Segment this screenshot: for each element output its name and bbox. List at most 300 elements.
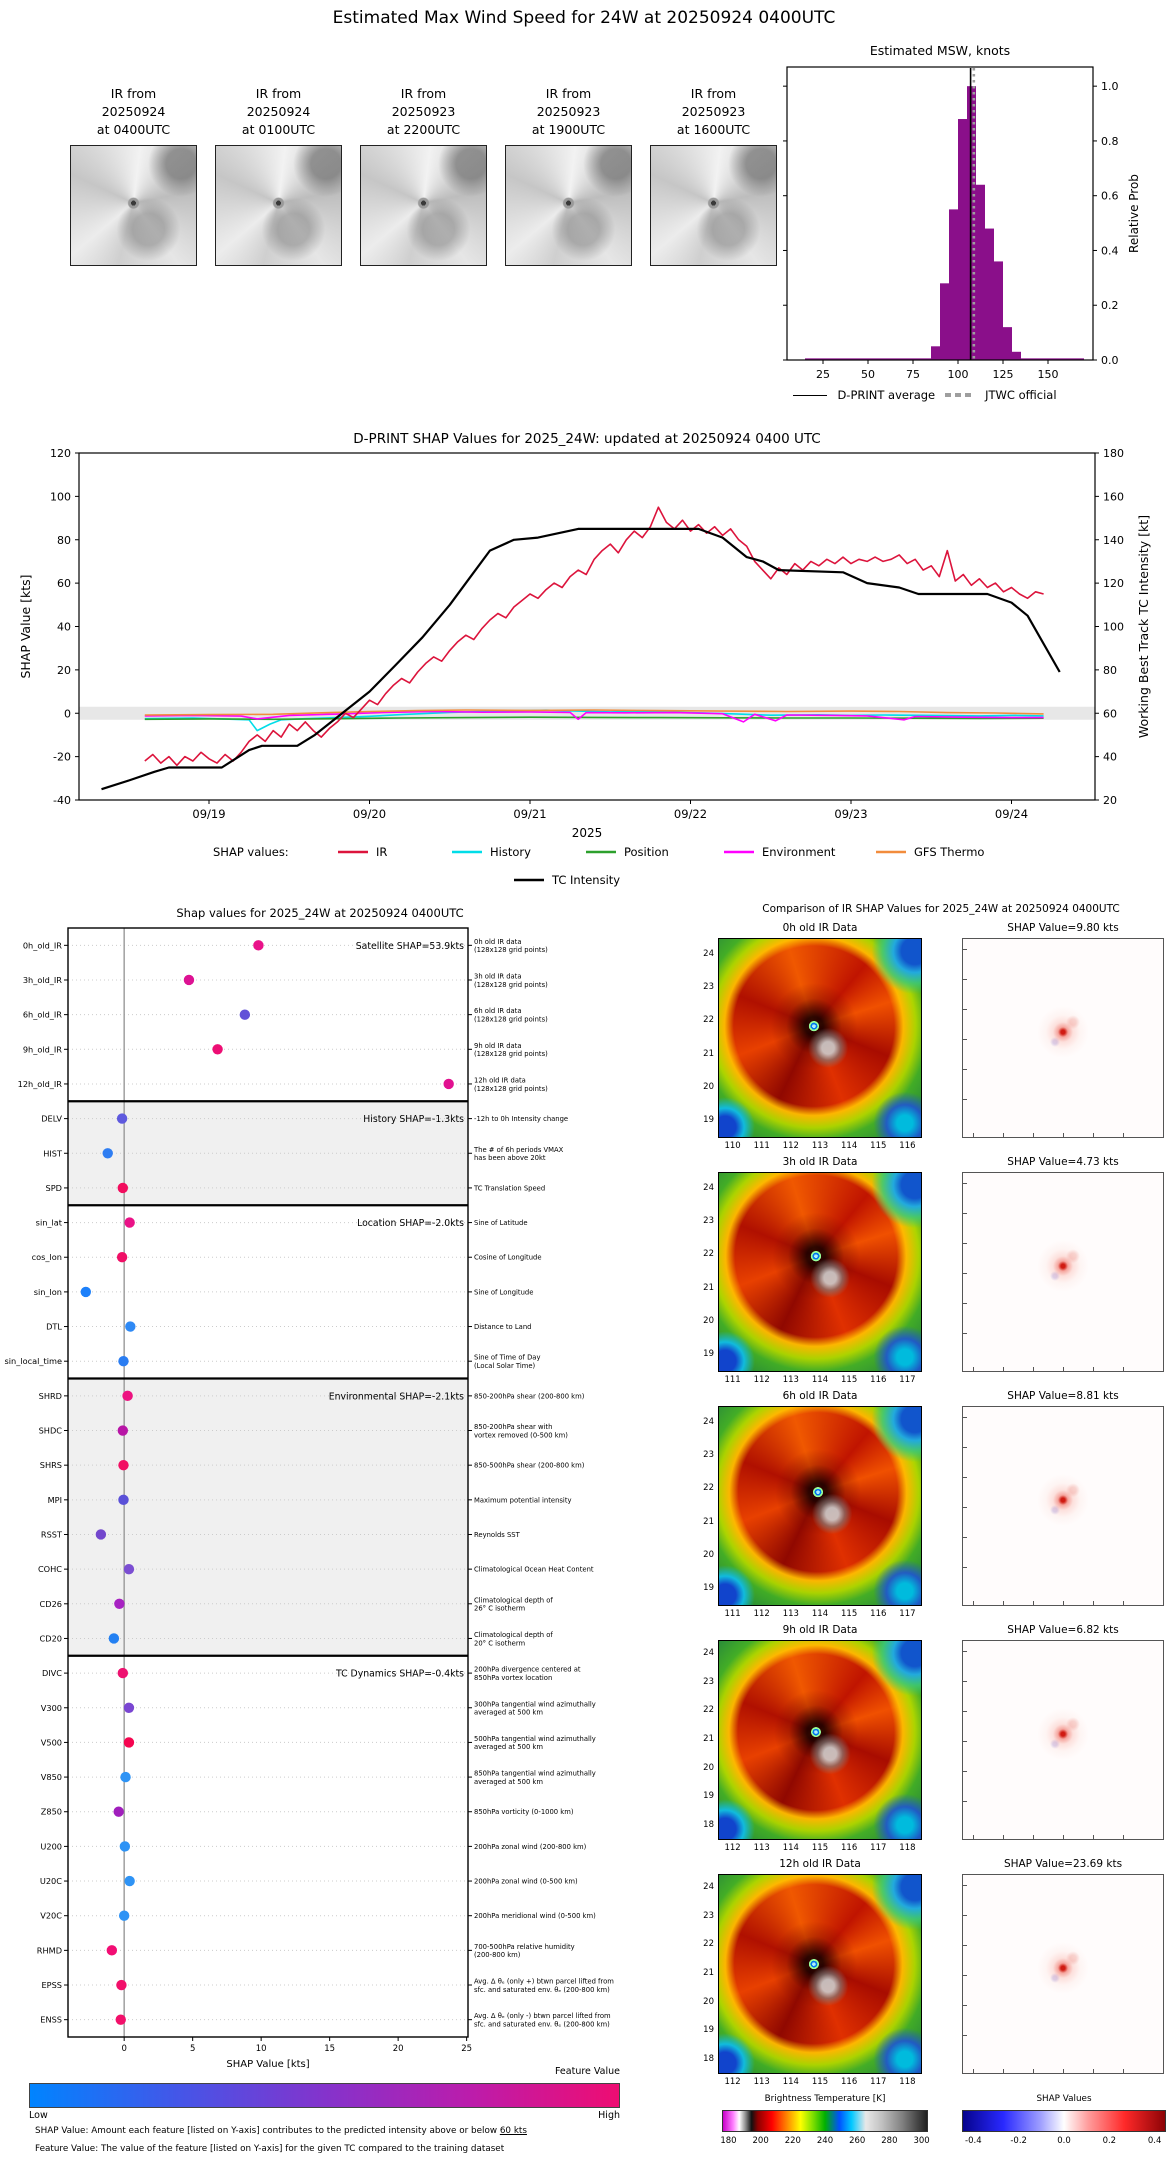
- feature-desc: Maximum potential intensity: [474, 1496, 572, 1505]
- feature-desc: 6h old IR data: [474, 1007, 522, 1016]
- right-ytick-label: 140: [1103, 533, 1124, 547]
- histogram-title: Estimated MSW, knots: [869, 43, 1011, 58]
- feature-desc: 200hPa meridional wind (0-500 km): [474, 1912, 596, 1921]
- feature-desc: Reynolds SST: [474, 1530, 520, 1539]
- ir-map-xtick-label: 114: [841, 1141, 858, 1151]
- shap-dotplot-chart: [0, 890, 700, 2158]
- feature-label-cd26: CD26: [39, 1598, 62, 1609]
- dotplot-xlabel: SHAP Value [kts]: [226, 2059, 310, 2070]
- shap-dot-shdc: [118, 1425, 128, 1435]
- xtick-label: 09/22: [673, 807, 708, 821]
- dotplot-title: Shap values for 2025_24W at 20250924 0400UTC: [176, 906, 464, 920]
- shap-dot-spd: [118, 1183, 128, 1193]
- ir-thumbnail-label-line: 20250923: [391, 104, 456, 119]
- brightness-colorbar-tick: 200: [752, 2136, 769, 2146]
- ir-map-xtick-label: 116: [841, 1843, 858, 1853]
- ir-map-xtick-label: 112: [753, 1375, 770, 1385]
- shap-dot-shrs: [118, 1460, 128, 1470]
- brightness-colorbar-tick: 220: [784, 2136, 801, 2146]
- ir-map-xtick-label: 111: [724, 1375, 741, 1385]
- ir-thumbnail-label-line: IR from: [690, 86, 737, 101]
- feature-label-v500: V500: [40, 1737, 62, 1748]
- colorbar-high-label: High: [598, 2110, 620, 2121]
- shap-dot-cos_lon: [117, 1252, 127, 1262]
- ir-map-xtick-label: 116: [899, 1141, 916, 1151]
- brightness-colorbar-tick: 180: [720, 2136, 737, 2146]
- feature-label-6h_old_ir: 6h_old_IR: [22, 1009, 62, 1020]
- shap-dot-v500: [124, 1737, 134, 1747]
- feature-desc: (Local Solar Time): [474, 1362, 536, 1371]
- timeseries-ylabel-left: SHAP Value [kts]: [18, 574, 33, 679]
- feature-desc: 700-500hPa relative humidity: [474, 1942, 575, 1951]
- ir-map-ytick-label: 20: [703, 1762, 714, 1773]
- ir-map-xtick-label: 114: [811, 1375, 829, 1385]
- xtick-label: 09/23: [834, 807, 868, 821]
- ir-map-ytick-label: 22: [703, 1249, 714, 1260]
- shap-dot-cd20: [109, 1633, 119, 1643]
- footnote-shap-value-text: SHAP Value: Amount each feature [listed on Y-axis] contributes to the predicted intensity above or below: [35, 2126, 500, 2136]
- ir-map-xtick-label: 117: [899, 1375, 916, 1385]
- histogram-xtick-label: 75: [906, 368, 920, 381]
- shap-timeseries-chart: [0, 430, 1168, 890]
- feature-label-rhmd: RHMD: [36, 1945, 62, 1956]
- shap-dot-hist: [103, 1148, 113, 1158]
- ir-map-ytick-label: 23: [703, 982, 714, 992]
- ir-map-xtick-label: 112: [753, 1609, 770, 1619]
- ir-map-ytick-label: 19: [703, 2025, 714, 2036]
- shap-dot-6h_old_ir: [240, 1009, 250, 1019]
- shap-dot-shrd: [122, 1391, 132, 1401]
- feature-label-v850: V850: [40, 1772, 62, 1783]
- shap-dot-v20c: [119, 1911, 129, 1921]
- legend-label-position: Position: [624, 845, 669, 859]
- shap-dot-0h_old_ir: [253, 940, 263, 950]
- feature-desc: Sine of Time of Day: [474, 1353, 541, 1362]
- ir-map-ytick-label: 23: [703, 1910, 714, 1921]
- feature-label-u20c: U20C: [39, 1876, 62, 1887]
- left-ytick-label: 40: [57, 620, 71, 634]
- dotplot-xtick-label: 10: [255, 2044, 267, 2054]
- ir-thumbnail-label-line: at 0400UTC: [96, 122, 171, 137]
- xtick-label: 09/24: [994, 807, 1029, 821]
- feature-value-colorbar: [29, 2083, 620, 2108]
- feature-label-cohc: COHC: [37, 1564, 62, 1575]
- feature-label-epss: EPSS: [41, 1980, 62, 1991]
- feature-label-3h_old_ir: 3h_old_IR: [22, 974, 62, 985]
- histogram-ytick-label: 0.2: [1101, 299, 1119, 313]
- shap-dot-v850: [120, 1772, 130, 1782]
- shap-dot-12h_old_ir: [443, 1079, 453, 1089]
- dotplot-xtick-label: 15: [324, 2044, 336, 2054]
- feature-desc: 9h old IR data: [474, 1041, 522, 1050]
- shap-dot-sin_lat: [124, 1217, 134, 1227]
- xtick-label: 09/20: [352, 807, 387, 821]
- legend-label-history: History: [490, 845, 531, 859]
- ir-map-xtick-label: 111: [753, 1141, 770, 1151]
- group-annotation-tc-dynamics: TC Dynamics SHAP=-0.4kts: [335, 1668, 464, 1680]
- right-ytick-label: 160: [1103, 490, 1124, 504]
- feature-desc: 3h old IR data: [474, 972, 522, 981]
- histogram-bar: [958, 119, 967, 360]
- ir-thumbnail-label-line: at 1600UTC: [676, 122, 751, 137]
- histogram-bar: [931, 346, 940, 360]
- ir-map-xtick-label: 115: [870, 1141, 887, 1151]
- shap-colorbar-tick: 0.2: [1102, 2136, 1117, 2146]
- feature-desc: 850hPa tangential wind azimuthally: [474, 1769, 596, 1778]
- feature-desc: TC Translation Speed: [474, 1184, 546, 1193]
- ir-map-xtick-label: 112: [724, 2077, 741, 2087]
- shap-colorbar-tick: 0.4: [1147, 2136, 1162, 2146]
- shap-value-title: SHAP Value=4.73 kts: [1007, 1156, 1119, 1168]
- shap-dot-9h_old_ir: [212, 1044, 222, 1054]
- feature-label-divc: DIVC: [41, 1668, 62, 1679]
- ir-map-xtick-label: 115: [841, 1375, 858, 1385]
- ir-map-xtick-label: 117: [899, 1609, 916, 1619]
- brightness-colorbar-tick: 260: [849, 2136, 866, 2146]
- ir-map-xtick-label: 116: [841, 2077, 858, 2087]
- histogram-bar: [994, 261, 1003, 360]
- feature-label-rsst: RSST: [40, 1529, 62, 1540]
- ir-thumbnail-label-line: IR from: [400, 86, 447, 101]
- feature-label-mpi: MPI: [47, 1494, 62, 1505]
- feature-desc: 850-500hPa shear (200-800 km): [474, 1461, 585, 1470]
- ir-map-xtick-label: 115: [841, 1609, 858, 1619]
- ir-thumbnail-label-line: 20250923: [681, 104, 746, 119]
- ir-map-ytick-label: 19: [703, 1791, 714, 1802]
- ir-map-xtick-label: 116: [870, 1609, 887, 1619]
- ir-data-map: [718, 1172, 922, 1372]
- left-ytick-label: 60: [57, 577, 71, 591]
- ir-map-xtick-label: 113: [753, 1843, 770, 1853]
- histogram-bar: [967, 86, 976, 360]
- feature-label-z850: Z850: [40, 1806, 62, 1817]
- shap-dot-cohc: [124, 1564, 134, 1574]
- feature-desc: (128x128 grid points): [474, 1084, 548, 1093]
- feature-desc: averaged at 500 km: [474, 1777, 543, 1786]
- feature-desc: Distance to Land: [474, 1323, 532, 1332]
- histogram-ytick-label: 1.0: [1101, 80, 1119, 94]
- ir-map-ytick-label: 22: [703, 1015, 714, 1026]
- feature-desc: Avg. Δ θₑ (only +) btwn parcel lifted from: [474, 1977, 614, 1986]
- feature-desc: averaged at 500 km: [474, 1708, 543, 1717]
- ir-map-ytick-label: 19: [703, 1115, 714, 1126]
- histogram-xtick-label: 150: [1037, 368, 1059, 381]
- ir-map-ytick-label: 24: [703, 948, 714, 959]
- ir-data-title: 9h old IR Data: [782, 1624, 858, 1636]
- msw-histogram-chart: [0, 0, 1168, 430]
- figure-title: Estimated Max Wind Speed for 24W at 20250924 0400UTC: [332, 8, 836, 28]
- left-ytick-label: 0: [64, 707, 71, 721]
- histogram-ytick-label: 0.4: [1101, 244, 1119, 258]
- feature-label-enss: ENSS: [40, 2014, 62, 2025]
- feature-desc: 0h old IR data: [474, 937, 522, 946]
- shap-dot-enss: [116, 2014, 126, 2024]
- shap-dot-dtl: [125, 1321, 135, 1331]
- feature-desc: (200-800 km): [474, 1951, 521, 1960]
- shap-dot-z850: [113, 1807, 123, 1817]
- ir-map-xtick-label: 114: [782, 2077, 799, 2087]
- histogram-ylabel: Relative Prob: [1127, 174, 1141, 253]
- xtick-label: 09/19: [192, 807, 226, 821]
- ir-thumbnail-label-line: at 0100UTC: [241, 122, 316, 137]
- legend-prefix: SHAP values:: [213, 845, 289, 859]
- histogram-ytick-label: 0.6: [1101, 189, 1119, 203]
- ir-data-map: [718, 1406, 922, 1606]
- feature-desc: Climatological Ocean Heat Content: [474, 1565, 594, 1574]
- feature-label-delv: DELV: [41, 1113, 62, 1124]
- feature-label-shdc: SHDC: [38, 1425, 62, 1436]
- shap-dot-rsst: [96, 1529, 106, 1539]
- group-shade-environmental: [68, 1379, 468, 1656]
- feature-desc: 200hPa zonal wind (0-500 km): [474, 1877, 578, 1886]
- histogram-xtick-label: 100: [947, 368, 969, 381]
- shap-value-title: SHAP Value=23.69 kts: [1003, 1858, 1123, 1870]
- ir-map-ytick-label: 19: [703, 1583, 714, 1594]
- ir-map-ytick-label: 20: [703, 1996, 714, 2007]
- ir-data-map: [718, 1640, 922, 1840]
- ir-thumbnail-label-line: IR from: [110, 86, 157, 101]
- ir-map-ytick-label: 21: [703, 1968, 714, 1978]
- feature-desc: 200hPa divergence centered at: [474, 1665, 581, 1674]
- series-tc-intensity: [102, 529, 1060, 789]
- dotplot-xtick-label: 25: [461, 2044, 473, 2054]
- feature-label-0h_old_ir: 0h_old_IR: [22, 940, 62, 951]
- ir-map-xtick-label: 115: [811, 2077, 829, 2087]
- histogram-bar: [1003, 327, 1012, 360]
- legend-label-gfs-thermo: GFS Thermo: [914, 845, 985, 859]
- feature-label-sin_local_time: sin_local_time: [4, 1356, 62, 1367]
- ir-data-title: 3h old IR Data: [782, 1156, 858, 1168]
- legend-label-ir: IR: [376, 845, 388, 859]
- histogram-xtick-label: 25: [816, 368, 830, 381]
- xtick-label: 09/21: [513, 807, 547, 821]
- shap-dot-3h_old_ir: [184, 975, 194, 985]
- ir-map-ytick-label: 20: [703, 1550, 714, 1560]
- histogram-bar: [949, 209, 958, 360]
- feature-desc: 26° C isotherm: [474, 1604, 526, 1613]
- ir-map-xtick-label: 113: [782, 1609, 799, 1619]
- group-annotation-satellite: Satellite SHAP=53.9kts: [355, 940, 464, 952]
- group-annotation-history: History SHAP=-1.3kts: [363, 1114, 464, 1126]
- shap-dot-rhmd: [107, 1945, 117, 1955]
- timeseries-ylabel-right: Working Best Track TC Intensity [kt]: [1136, 514, 1151, 739]
- left-ytick-label: -40: [53, 794, 71, 807]
- ir-map-ytick-label: 23: [703, 1216, 714, 1226]
- ir-map-xtick-label: 112: [782, 1141, 799, 1151]
- ir-map-xtick-label: 117: [870, 2077, 887, 2087]
- ir-map-xtick-label: 113: [753, 2077, 770, 2087]
- ir-map-ytick-label: 23: [703, 1676, 714, 1687]
- jtwc-official-swatch: [945, 393, 975, 397]
- shap-value-map: [962, 1406, 1164, 1606]
- feature-label-cos_lon: cos_lon: [31, 1252, 62, 1263]
- left-ytick-label: -20: [53, 750, 71, 764]
- series-ir: [145, 507, 1044, 765]
- ir-map-xtick-label: 113: [811, 1141, 829, 1151]
- dprint-average-swatch: [793, 395, 827, 396]
- ir-map-ytick-label: 21: [703, 1282, 714, 1293]
- feature-label-dtl: DTL: [46, 1321, 62, 1332]
- group-annotation-location: Location SHAP=-2.0kts: [357, 1218, 464, 1230]
- histogram-ytick-label: 0.0: [1101, 354, 1119, 367]
- ir-thumbnail-label-line: at 2200UTC: [386, 122, 461, 137]
- shap-colorbar: [962, 2110, 1166, 2132]
- shap-dot-sin_lon: [81, 1287, 91, 1297]
- ir-data-map: [718, 938, 922, 1138]
- dotplot-xtick-label: 20: [392, 2044, 404, 2054]
- histogram-xtick-label: 50: [861, 368, 875, 381]
- shap-value-map: [962, 1874, 1164, 2074]
- feature-label-spd: SPD: [45, 1182, 62, 1193]
- feature-label-shrs: SHRS: [39, 1460, 62, 1471]
- colorbar-low-label: Low: [29, 2110, 48, 2121]
- feature-desc: 850-200hPa shear (200-800 km): [474, 1392, 585, 1401]
- ir-map-ytick-label: 24: [703, 1648, 714, 1659]
- footnote-feature-value: Feature Value: The value of the feature [listed on Y-axis] for the given TC compared to the training dataset: [35, 2144, 505, 2154]
- right-ytick-label: 20: [1103, 794, 1117, 807]
- shap-dot-epss: [116, 1980, 126, 1990]
- feature-desc: 850hPa vortex location: [474, 1673, 553, 1682]
- feature-desc: Sine of Latitude: [474, 1219, 528, 1228]
- ir-map-xtick-label: 118: [899, 1843, 916, 1853]
- ir-thumbnail-label-line: 20250924: [246, 104, 311, 119]
- feature-desc: sfc. and saturated env. θₑ (200-800 km): [474, 2020, 610, 2029]
- histogram-bar: [985, 229, 994, 360]
- shap-colorbar-tick: 0.0: [1057, 2136, 1071, 2146]
- legend-label-tc-intensity: TC Intensity: [552, 873, 621, 887]
- shap-value-map: [962, 938, 1164, 1138]
- histogram-ytick-label: 0.8: [1101, 134, 1119, 148]
- ir-map-ytick-label: 20: [703, 1316, 714, 1326]
- feature-label-cd20: CD20: [39, 1633, 62, 1644]
- feature-label-sin_lon: sin_lon: [33, 1286, 62, 1297]
- shap-value-title: SHAP Value=9.80 kts: [1007, 922, 1119, 934]
- right-ytick-label: 120: [1103, 577, 1124, 591]
- ir-map-ytick-label: 22: [703, 1483, 714, 1494]
- brightness-colorbar-title: Brightness Temperature [K]: [764, 2094, 886, 2104]
- comparison-title: Comparison of IR SHAP Values for 2025_24W at 20250924 0400UTC: [762, 903, 1120, 915]
- timeseries-xlabel: 2025: [571, 826, 603, 840]
- ir-map-ytick-label: 24: [703, 1182, 714, 1193]
- ir-map-ytick-label: 24: [703, 1882, 714, 1893]
- ir-data-map: [718, 1874, 922, 2074]
- feature-desc: averaged at 500 km: [474, 1743, 543, 1752]
- timeseries-title: D-PRINT SHAP Values for 2025_24W: updated at 20250924 0400 UTC: [353, 431, 821, 447]
- shap-dot-u200: [120, 1841, 130, 1851]
- ir-data-title: 6h old IR Data: [782, 1390, 858, 1402]
- ir-map-ytick-label: 19: [703, 1349, 714, 1360]
- feature-desc: has been above 20kt: [474, 1154, 546, 1163]
- feature-desc: 300hPa tangential wind azimuthally: [474, 1700, 596, 1709]
- dprint-average-label: D-PRINT average: [837, 388, 936, 402]
- left-ytick-label: 120: [50, 447, 71, 460]
- right-ytick-label: 100: [1103, 620, 1124, 634]
- ir-map-xtick-label: 113: [782, 1375, 799, 1385]
- feature-desc: 20° C isotherm: [474, 1639, 526, 1648]
- feature-desc: 850hPa vorticity (0-1000 km): [474, 1808, 574, 1817]
- timeseries-frame: [79, 453, 1095, 800]
- feature-desc: 500hPa tangential wind azimuthally: [474, 1734, 596, 1743]
- ir-map-xtick-label: 116: [870, 1375, 887, 1385]
- shap-colorbar-title: SHAP Values: [1036, 2094, 1092, 2104]
- ir-data-title: 12h old IR Data: [779, 1858, 861, 1870]
- shap-dot-sin_local_time: [118, 1356, 128, 1366]
- ir-data-title: 0h old IR Data: [782, 922, 858, 934]
- feature-desc: Cosine of Longitude: [474, 1253, 542, 1262]
- brightness-colorbar-tick: 280: [881, 2136, 898, 2146]
- left-ytick-label: 80: [57, 533, 71, 547]
- shap-value-map: [962, 1640, 1164, 1840]
- feature-desc: 12h old IR data: [474, 1076, 526, 1085]
- shap-colorbar-tick: -0.4: [965, 2136, 982, 2146]
- left-ytick-label: 100: [50, 490, 71, 504]
- jtwc-official-label: JTWC official: [985, 388, 1057, 402]
- ir-thumbnail-label-line: 20250923: [536, 104, 601, 119]
- shap-value-map: [962, 1172, 1164, 1372]
- ir-thumbnail-label-line: IR from: [545, 86, 592, 101]
- shap-colorbar-tick: -0.2: [1010, 2136, 1027, 2146]
- footnote-shap-value: [35, 2126, 527, 2136]
- left-ytick-label: 20: [57, 663, 71, 677]
- ir-map-ytick-label: 18: [703, 1819, 714, 1830]
- feature-label-12h_old_ir: 12h_old_IR: [17, 1078, 62, 1089]
- feature-desc: 200hPa zonal wind (200-800 km): [474, 1842, 587, 1851]
- right-ytick-label: 60: [1103, 707, 1117, 721]
- ir-map-xtick-label: 115: [811, 1843, 829, 1853]
- right-ytick-label: 180: [1103, 447, 1124, 460]
- ir-thumbnail-label-line: IR from: [255, 86, 302, 101]
- ir-map-ytick-label: 18: [703, 2053, 714, 2064]
- feature-desc: (128x128 grid points): [474, 1050, 548, 1059]
- feature-label-u200: U200: [40, 1841, 62, 1852]
- ir-map-ytick-label: 23: [703, 1450, 714, 1460]
- brightness-colorbar-tick: 240: [816, 2136, 834, 2146]
- right-ytick-label: 40: [1103, 750, 1117, 764]
- histogram-bar: [976, 185, 985, 360]
- feature-desc: vortex removed (0-500 km): [474, 1431, 568, 1440]
- ir-map-xtick-label: 110: [724, 1141, 741, 1151]
- right-ytick-label: 80: [1103, 663, 1117, 677]
- shap-value-title: SHAP Value=8.81 kts: [1007, 1390, 1119, 1402]
- histogram-bar: [940, 283, 949, 360]
- ir-map-ytick-label: 22: [703, 1939, 714, 1950]
- feature-desc: (128x128 grid points): [474, 1015, 548, 1024]
- ir-map-xtick-label: 117: [870, 1843, 887, 1853]
- shap-dot-mpi: [118, 1495, 128, 1505]
- feature-value-colorbar-title: Feature Value: [554, 2066, 620, 2077]
- feature-desc: Climatological depth of: [474, 1596, 553, 1605]
- ir-map-xtick-label: 112: [724, 1843, 741, 1853]
- histogram-legend: [700, 388, 1150, 402]
- feature-label-sin_lat: sin_lat: [35, 1217, 62, 1228]
- feature-desc: Sine of Longitude: [474, 1288, 534, 1297]
- feature-desc: The # of 6h periods VMAX: [474, 1145, 564, 1154]
- histogram-xtick-label: 125: [992, 368, 1014, 381]
- ir-map-xtick-label: 114: [782, 1843, 799, 1853]
- ir-map-ytick-label: 20: [703, 1082, 714, 1092]
- dotplot-xtick-label: 5: [189, 2044, 196, 2054]
- feature-label-v300: V300: [40, 1702, 62, 1713]
- feature-desc: (128x128 grid points): [474, 980, 548, 989]
- shap-dot-delv: [117, 1113, 127, 1123]
- ir-map-xtick-label: 111: [724, 1609, 741, 1619]
- ir-map-ytick-label: 22: [703, 1705, 714, 1716]
- ir-map-ytick-label: 24: [703, 1416, 714, 1427]
- ir-map-ytick-label: 21: [703, 1048, 714, 1059]
- group-annotation-environmental: Environmental SHAP=-2.1kts: [328, 1391, 464, 1403]
- feature-desc: 850-200hPa shear with: [474, 1423, 553, 1432]
- feature-desc: (128x128 grid points): [474, 946, 548, 955]
